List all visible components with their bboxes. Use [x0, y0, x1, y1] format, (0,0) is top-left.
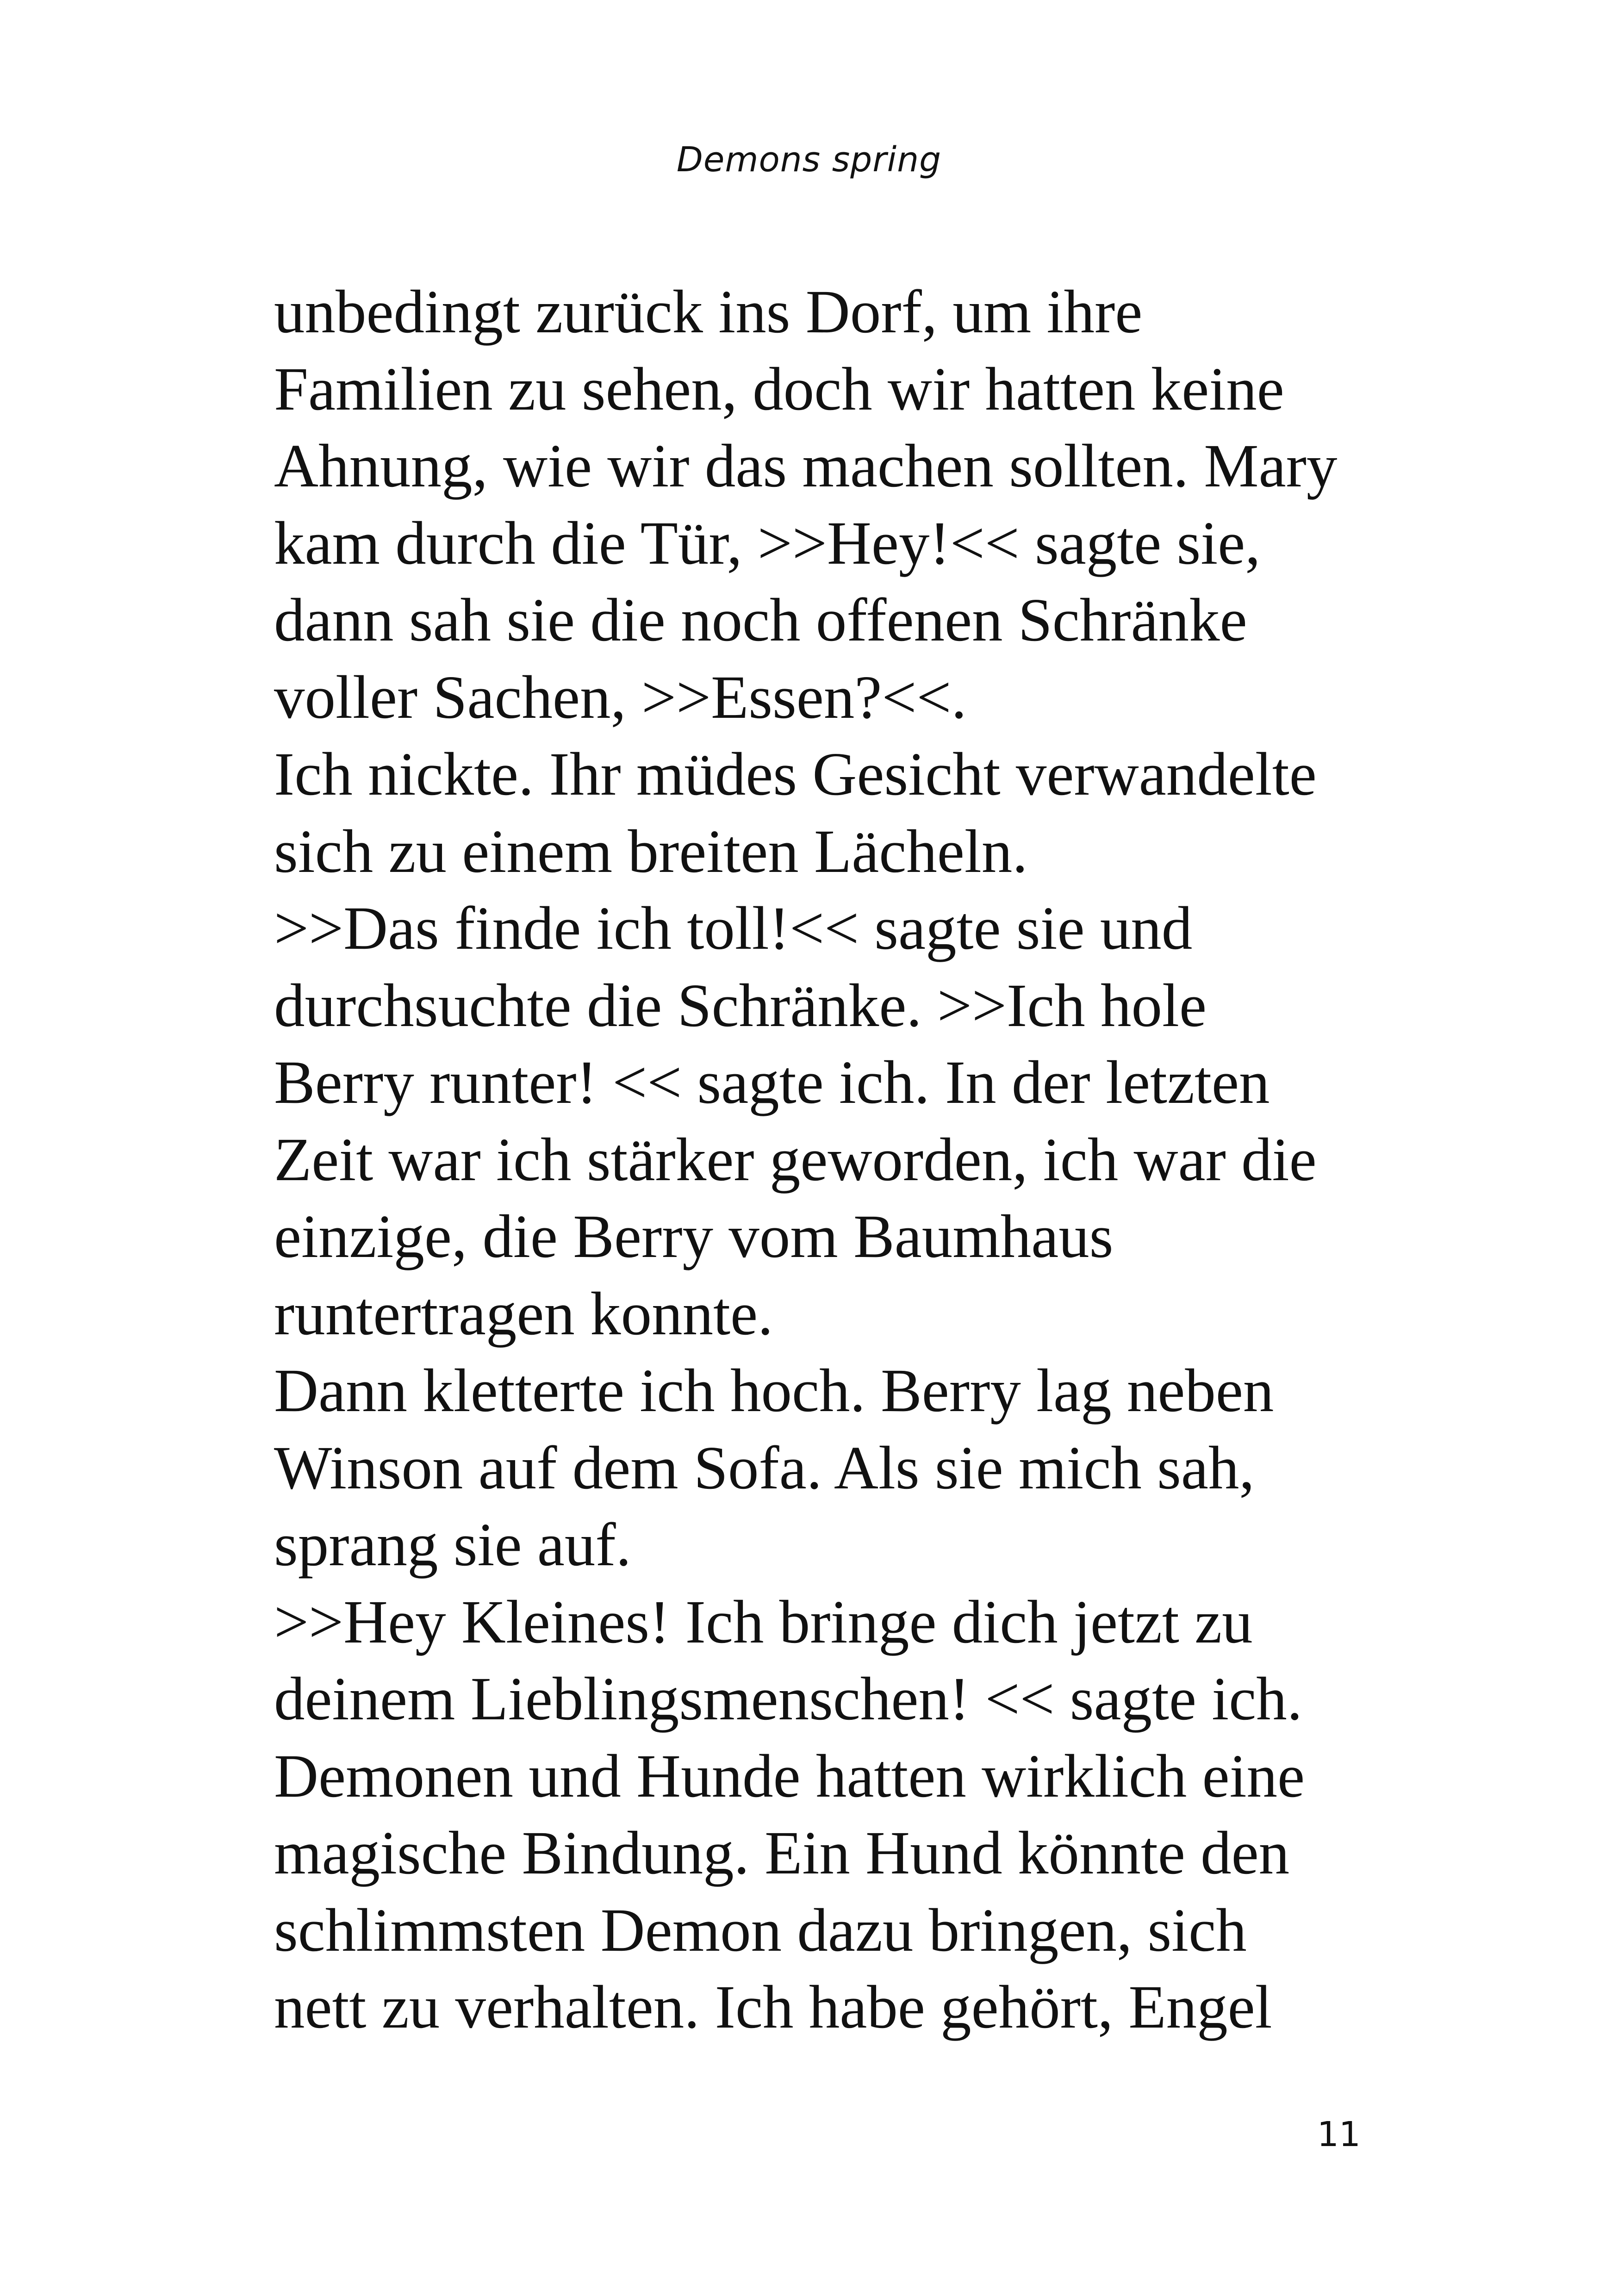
text-line: unbedingt zurück ins Dorf, um ihre: [274, 277, 1143, 346]
text-line: deinem Lieblingsmenschen! << sagte ich.: [274, 1664, 1302, 1733]
text-line: Familien zu sehen, doch wir hatten keine: [274, 354, 1284, 423]
text-line: runtertragen konnte.: [274, 1279, 773, 1348]
body-text: [274, 273, 1385, 2046]
page-number: 11: [1317, 2115, 1361, 2154]
text-line: sich zu einem breiten Lächeln.: [274, 816, 1028, 885]
text-line: magische Bindung. Ein Hund könnte den: [274, 1818, 1290, 1887]
text-line: Berry runter! << sagte ich. In der letzten: [274, 1048, 1270, 1116]
text-line: kam durch die Tür, >>Hey!<< sagte sie,: [274, 508, 1261, 577]
text-line: >>Hey Kleines! Ich bringe dich jetzt zu: [274, 1587, 1253, 1656]
text-line: Zeit war ich stärker geworden, ich war die: [274, 1125, 1317, 1194]
text-line: Winson auf dem Sofa. Als sie mich sah,: [274, 1433, 1255, 1502]
text-line: Demonen und Hunde hatten wirklich eine: [274, 1741, 1305, 1810]
text-line: sprang sie auf.: [274, 1510, 631, 1579]
text-line: dann sah sie die noch offenen Schränke: [274, 585, 1247, 654]
text-line: >>Das finde ich toll!<< sagte sie und: [274, 894, 1193, 962]
text-line: Ahnung, wie wir das machen sollten. Mary: [274, 431, 1338, 500]
text-line: Dann kletterte ich hoch. Berry lag neben: [274, 1356, 1274, 1425]
text-line: voller Sachen, >>Essen?<<.: [274, 662, 967, 731]
text-line: Ich nickte. Ihr müdes Gesicht verwandelte: [274, 740, 1317, 808]
text-line: nett zu verhalten. Ich habe gehört, Engel: [274, 1972, 1272, 2041]
text-line: durchsuchte die Schränke. >>Ich hole: [274, 971, 1207, 1039]
running-header: Demons spring: [676, 140, 942, 180]
text-line: einzige, die Berry vom Baumhaus: [274, 1202, 1114, 1270]
text-line: schlimmsten Demon dazu bringen, sich: [274, 1895, 1247, 1964]
